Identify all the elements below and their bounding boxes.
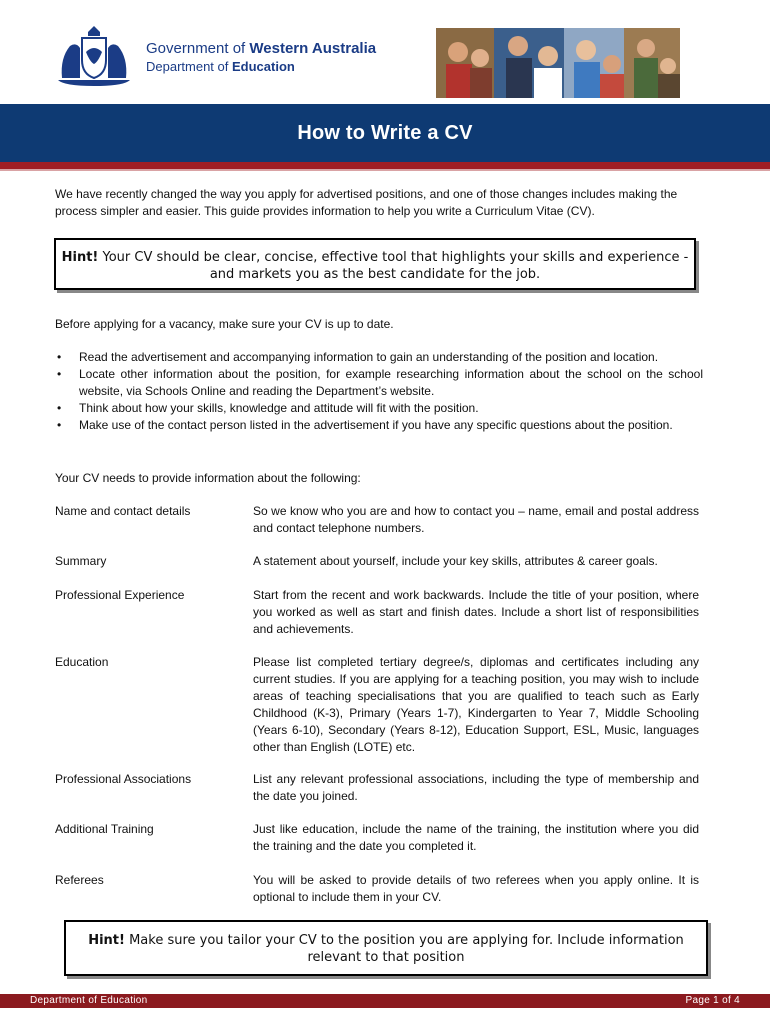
hint-label: Hint!: [61, 250, 99, 265]
gov-name: Western Australia: [249, 40, 377, 57]
hint-box-1: [54, 238, 696, 290]
section-label: Professional Experience: [55, 588, 185, 602]
page-title: How to Write a CV: [297, 122, 473, 144]
footer-department: Department of Education: [30, 995, 148, 1006]
section-label: Name and contact details: [55, 504, 191, 518]
needs-intro-text: Your CV needs to provide information about the following:: [55, 471, 361, 485]
section-description: Just like education, include the name of the training, the institution where you did the training and the date you completed it.: [253, 822, 699, 853]
hint-label: Hint!: [88, 933, 125, 948]
page-footer: [0, 994, 770, 1008]
section-label: Summary: [55, 554, 107, 568]
title-band: [0, 104, 770, 162]
page-header: [0, 0, 770, 104]
hint-text: Your CV should be clear, concise, effective tool that highlights your skills and experience - and markets you as the best candidate for the job.: [98, 250, 689, 282]
footer-page-number: Page 1 of 4: [685, 995, 740, 1006]
list-item: • Locate other information about the position, for example researching information about the school on the school website, via Schools Online and reading the Department’s website.: [55, 366, 703, 400]
hint-box-2: [64, 920, 708, 976]
section-label: Referees: [55, 873, 104, 887]
hint-text: Make sure you tailor your CV to the position you are applying for. Include information relevant to that position: [124, 933, 684, 965]
gov-prefix: Government of: [146, 40, 250, 57]
list-item: • Read the advertisement and accompanying information to gain an understanding of the position and location.: [55, 349, 703, 366]
before-applying-text: Before applying for a vacancy, make sure your CV is up to date.: [55, 317, 394, 331]
section-description: Please list completed tertiary degree/s, diplomas and certificates including any current studies. If you are applying for a teaching position, you may wish to include areas of teaching specialisations that you are qualified to teach such as Early Childhood (K-3), Primary (Years 1-7), Kindergarten to Year 7, Middle Schooling (Years 6-10), Secondary (Years 8-12), Education Support, ESL, Music, languages other than English (LOTE) etc.: [253, 655, 699, 754]
intro-paragraph: We have recently changed the way you apply for advertised positions, and one of those changes includes making the process simpler and easier. This guide provides information to help you write a Curriculum Vitae (CV).: [55, 187, 678, 218]
list-item: • Think about how your skills, knowledge and attitude will fit with the position.: [55, 400, 703, 417]
section-description: A statement about yourself, include your key skills, attributes & career goals.: [253, 554, 658, 568]
dept-prefix: Department of: [146, 59, 232, 74]
section-description: List any relevant professional associations, including the type of membership and the date you joined.: [253, 772, 699, 803]
section-label: Additional Training: [55, 822, 154, 836]
list-item: • Make use of the contact person listed in the advertisement if you have any specific questions about the position.: [55, 417, 703, 434]
government-wordmark: [146, 40, 376, 75]
advice-bullet-list: [55, 349, 703, 434]
dept-name: Education: [232, 59, 295, 74]
students-photo-collage: [436, 28, 680, 98]
red-stripe: [0, 162, 770, 169]
section-label: Education: [55, 655, 109, 669]
section-description: You will be asked to provide details of two referees when you apply online. It is optional to include them in your CV.: [253, 873, 699, 904]
red-stripe-shadow: [0, 169, 770, 171]
coat-of-arms-logo: [54, 22, 134, 88]
section-description: So we know who you are and how to contact you – name, email and postal address and contact telephone numbers.: [253, 504, 699, 535]
section-description: Start from the recent and work backwards. Include the title of your position, where you worked as well as start and finish dates. Include a short list of responsibilities and achievements.: [253, 588, 699, 636]
section-label: Professional Associations: [55, 772, 192, 786]
